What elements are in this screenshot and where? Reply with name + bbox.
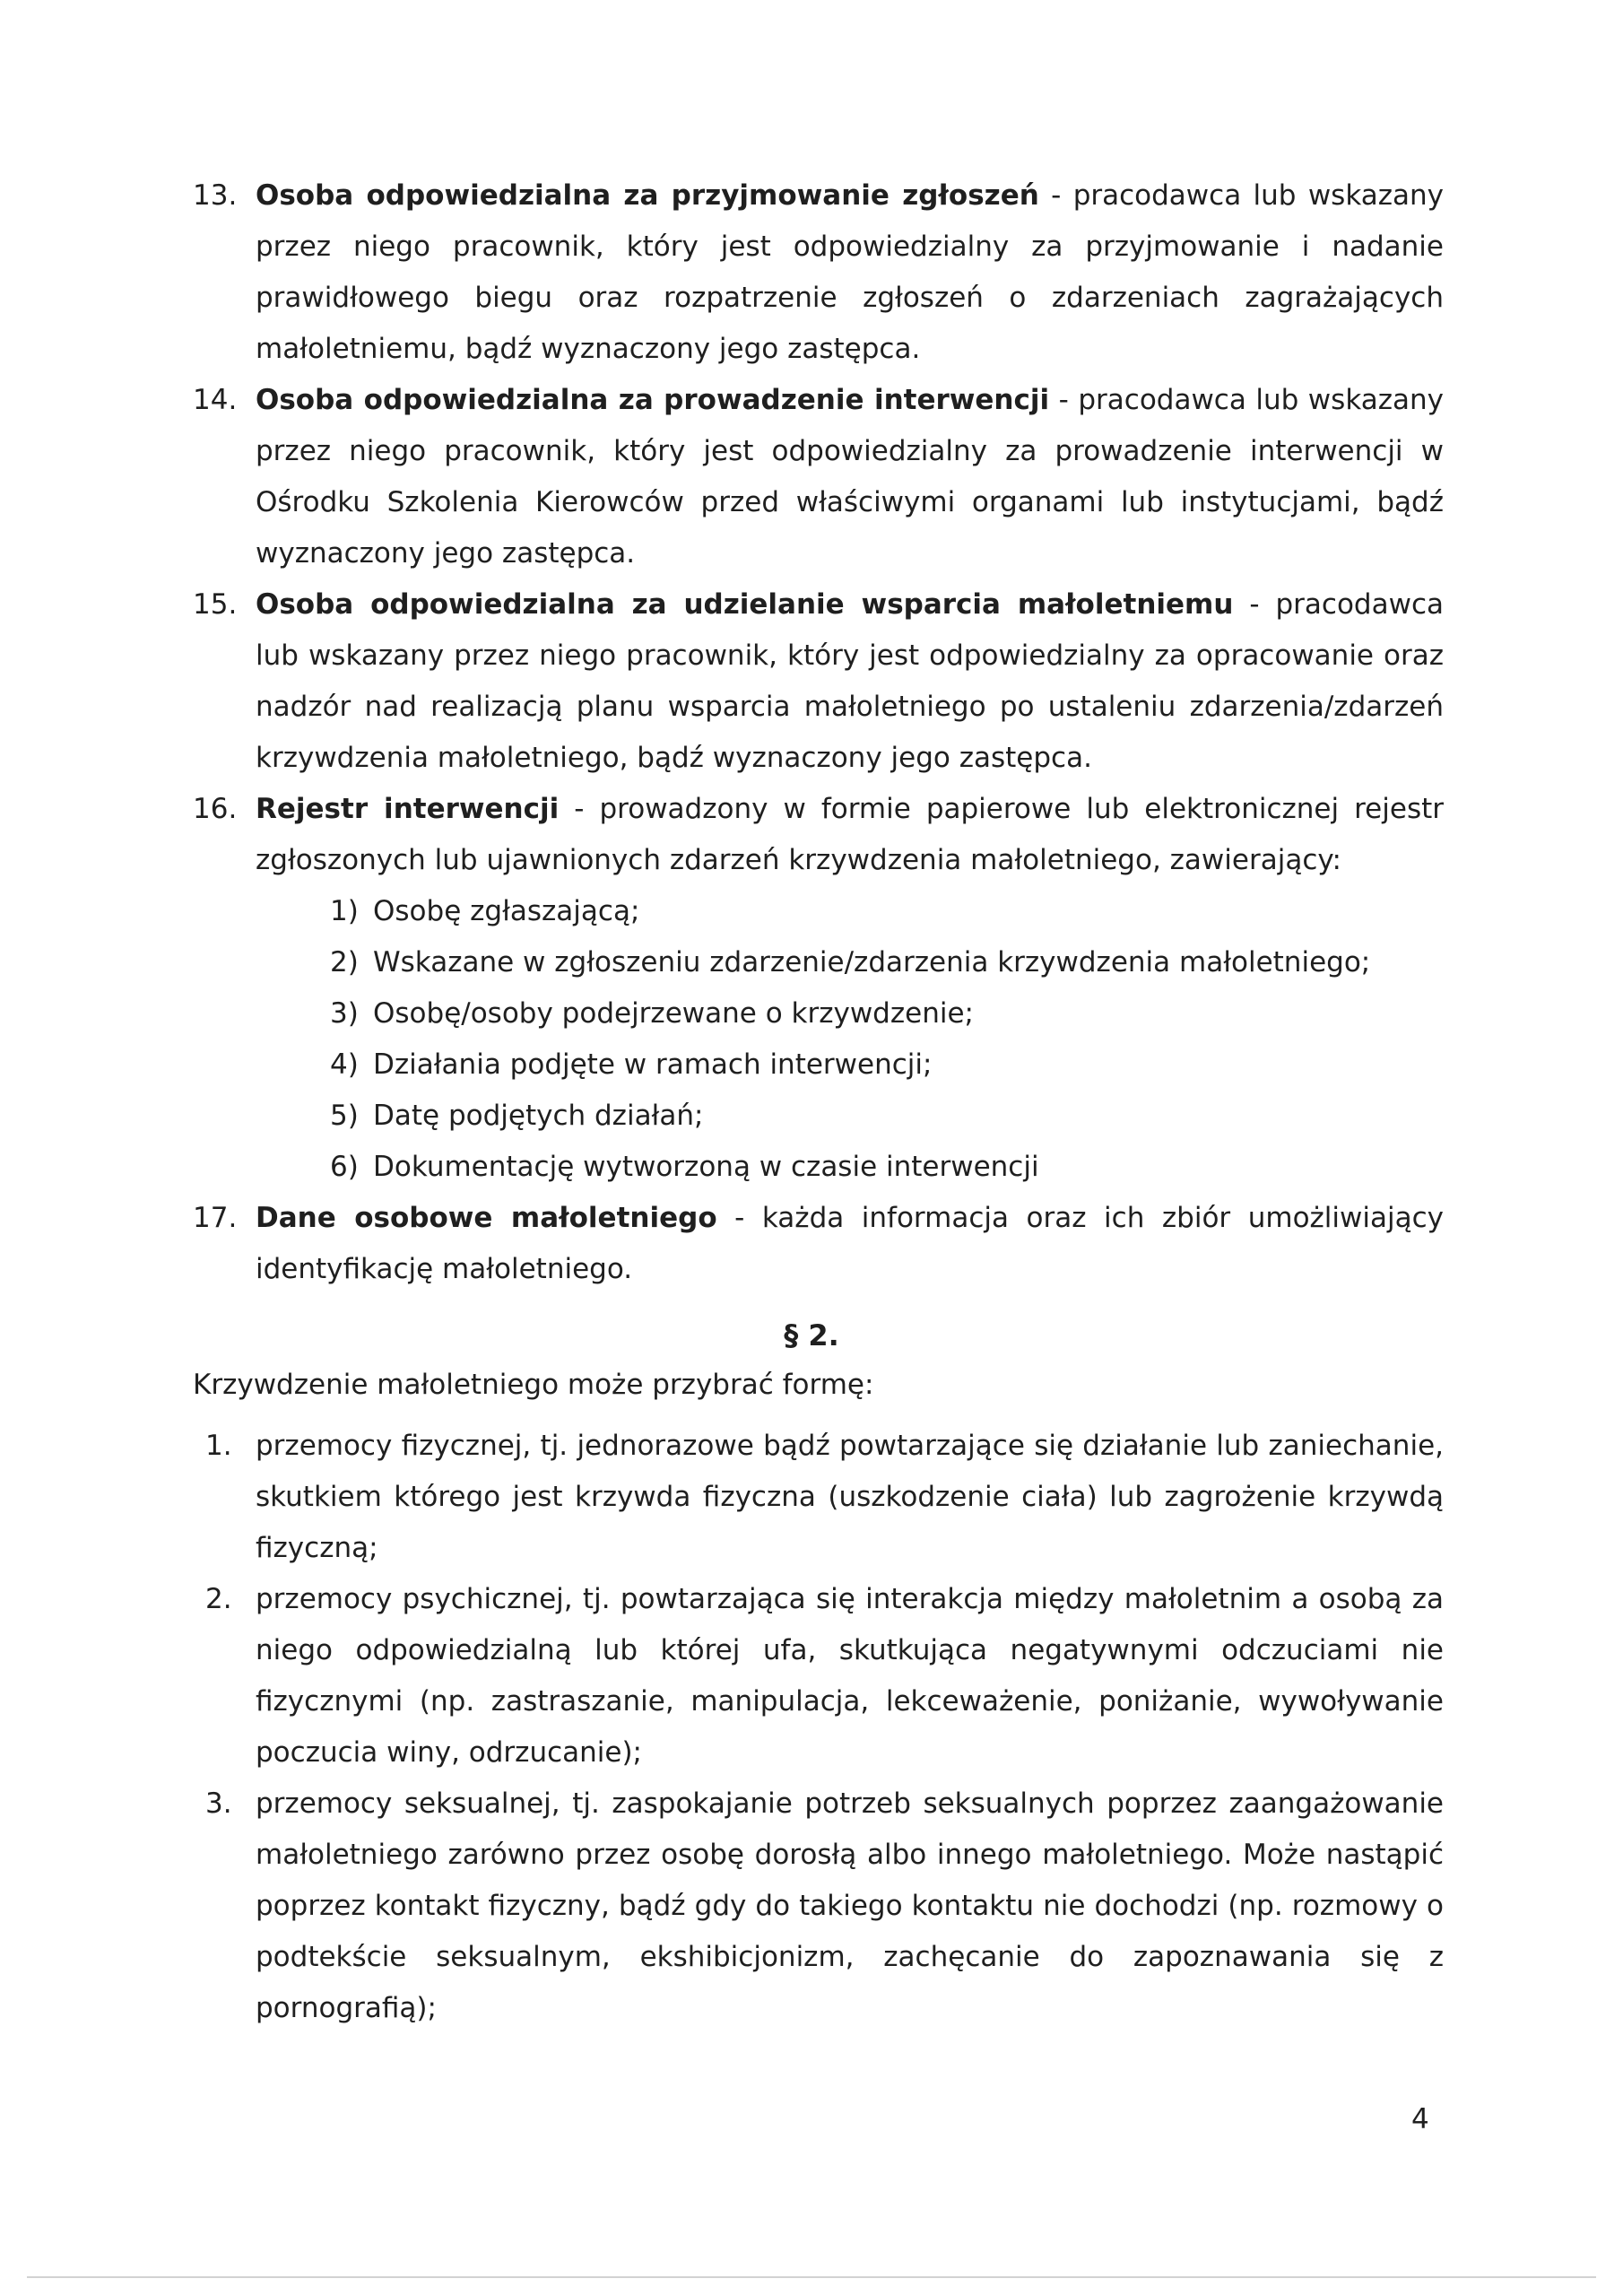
list-item-number: 3. (205, 1787, 232, 1820)
list-item-text: przemocy fizycznej, tj. jednorazowe bądź powtarzające się działanie lub zaniechanie, skutkiem którego jest krzywda fizyczna (uszkodzenie ciała) lub zagrożenie krzywdą fizyczną; (256, 1430, 1444, 1564)
definition-text: - pracodawca lub wskazany przez niego pracownik, który jest odpowiedzialny za opracowanie oraz nadzór nad realizacją planu wsparcia małoletniego po ustaleniu zdarzenia/zdarzeń krzywdzenia małoletniego, bądź wyznaczony jego zastępca. (256, 588, 1444, 774)
register-item-text: Dokumentację wytworzoną w czasie interwencji (373, 1151, 1039, 1183)
register-item-number: 1) (330, 895, 359, 927)
list-item-text: przemocy seksualnej, tj. zaspokajanie potrzeb seksualnych poprzez zaangażowanie małoletniego zarówno przez osobę dorosłą albo innego małoletniego. Może nastąpić poprzez kontakt fizyczny, bądź gdy do takiego kontaktu nie dochodzi (np. rozmowy o podtekście seksualnym, ekshibicjonizm, zachęcanie do zapoznawania się z pornografią); (256, 1787, 1444, 2024)
list-item-number: 1. (205, 1430, 232, 1462)
section-heading: § 2. (784, 1318, 839, 1352)
list-item-number: 2. (205, 1583, 232, 1615)
definition-term: Osoba odpowiedzialna za udzielanie wsparcia małoletniemu (256, 588, 1234, 621)
register-item-text: Wskazane w zgłoszeniu zdarzenie/zdarzenia krzywdzenia małoletniego; (373, 946, 1371, 978)
definition-number: 13. (193, 179, 238, 212)
abuse-forms-list (193, 1421, 1444, 2034)
definition-term: Osoba odpowiedzialna za przyjmowanie zgłoszeń (256, 179, 1039, 212)
definition-13 (193, 170, 1444, 375)
register-item (330, 886, 1444, 937)
register-item-text: Działania podjęte w ramach interwencji; (373, 1048, 933, 1081)
scan-edge-divider (27, 2276, 1596, 2278)
definition-number: 17. (193, 1202, 238, 1234)
register-item-number: 2) (330, 946, 359, 978)
definition-number: 15. (193, 588, 238, 621)
definition-term: Osoba odpowiedzialna za prowadzenie interwencji (256, 384, 1050, 416)
definition-text: - prowadzony w formie papierowe lub elektronicznej rejestr zgłoszonych lub ujawnionych zdarzeń krzywdzenia małoletniego, zawierający: (256, 793, 1444, 876)
register-item-number: 4) (330, 1048, 359, 1081)
definition-15 (193, 579, 1444, 784)
register-item (330, 988, 1444, 1039)
section-intro: Krzywdzenie małoletniego może przybrać formę: (193, 1369, 874, 1401)
list-item-text: przemocy psychicznej, tj. powtarzająca się interakcja między małoletnim a osobą za niego odpowiedzialną lub której ufa, skutkująca negatywnymi odczuciami nie fizycznymi (np. zastraszanie, manipulacja, lekceważenie, poniżanie, wywoływanie poczucia winy, odrzucanie); (256, 1583, 1444, 1769)
list-item (193, 1421, 1444, 1574)
definition-16 (193, 784, 1444, 886)
register-item-text: Osobę zgłaszającą; (373, 895, 640, 927)
list-item (193, 1779, 1444, 2034)
definition-term: Rejestr interwencji (256, 793, 560, 825)
list-item (193, 1574, 1444, 1779)
register-item-number: 5) (330, 1100, 359, 1132)
definition-text: - pracodawca lub wskazany przez niego pracownik, który jest odpowiedzialny za przyjmowanie i nadanie prawidłowego biegu oraz rozpatrzenie zgłoszeń o zdarzeniach zagrażających małoletniemu, bądź wyznaczony jego zastępca. (256, 179, 1444, 365)
definition-text: - pracodawca lub wskazany przez niego pracownik, który jest odpowiedzialny za prowadzenie interwencji w Ośrodku Szkolenia Kierowców przed właściwymi organami lub instytucjami, bądź wyznaczony jego zastępca. (256, 384, 1444, 570)
register-item (330, 1091, 1444, 1142)
register-item (330, 1142, 1444, 1193)
register-item-number: 3) (330, 997, 359, 1030)
definition-term: Dane osobowe małoletniego (256, 1202, 717, 1234)
page-number: 4 (1411, 2103, 1429, 2135)
definition-number: 16. (193, 793, 238, 825)
definition-17 (193, 1193, 1444, 1295)
register-item (330, 1039, 1444, 1091)
register-item-text: Osobę/osoby podejrzewane o krzywdzenie; (373, 997, 974, 1030)
register-item-number: 6) (330, 1151, 359, 1183)
definition-14 (193, 375, 1444, 579)
register-item-text: Datę podjętych działań; (373, 1100, 704, 1132)
register-item (330, 937, 1444, 988)
definition-number: 14. (193, 384, 238, 416)
definitions-list (193, 170, 1444, 1295)
definition-text: - każda informacja oraz ich zbiór umożliwiający identyfikację małoletniego. (256, 1202, 1444, 1285)
